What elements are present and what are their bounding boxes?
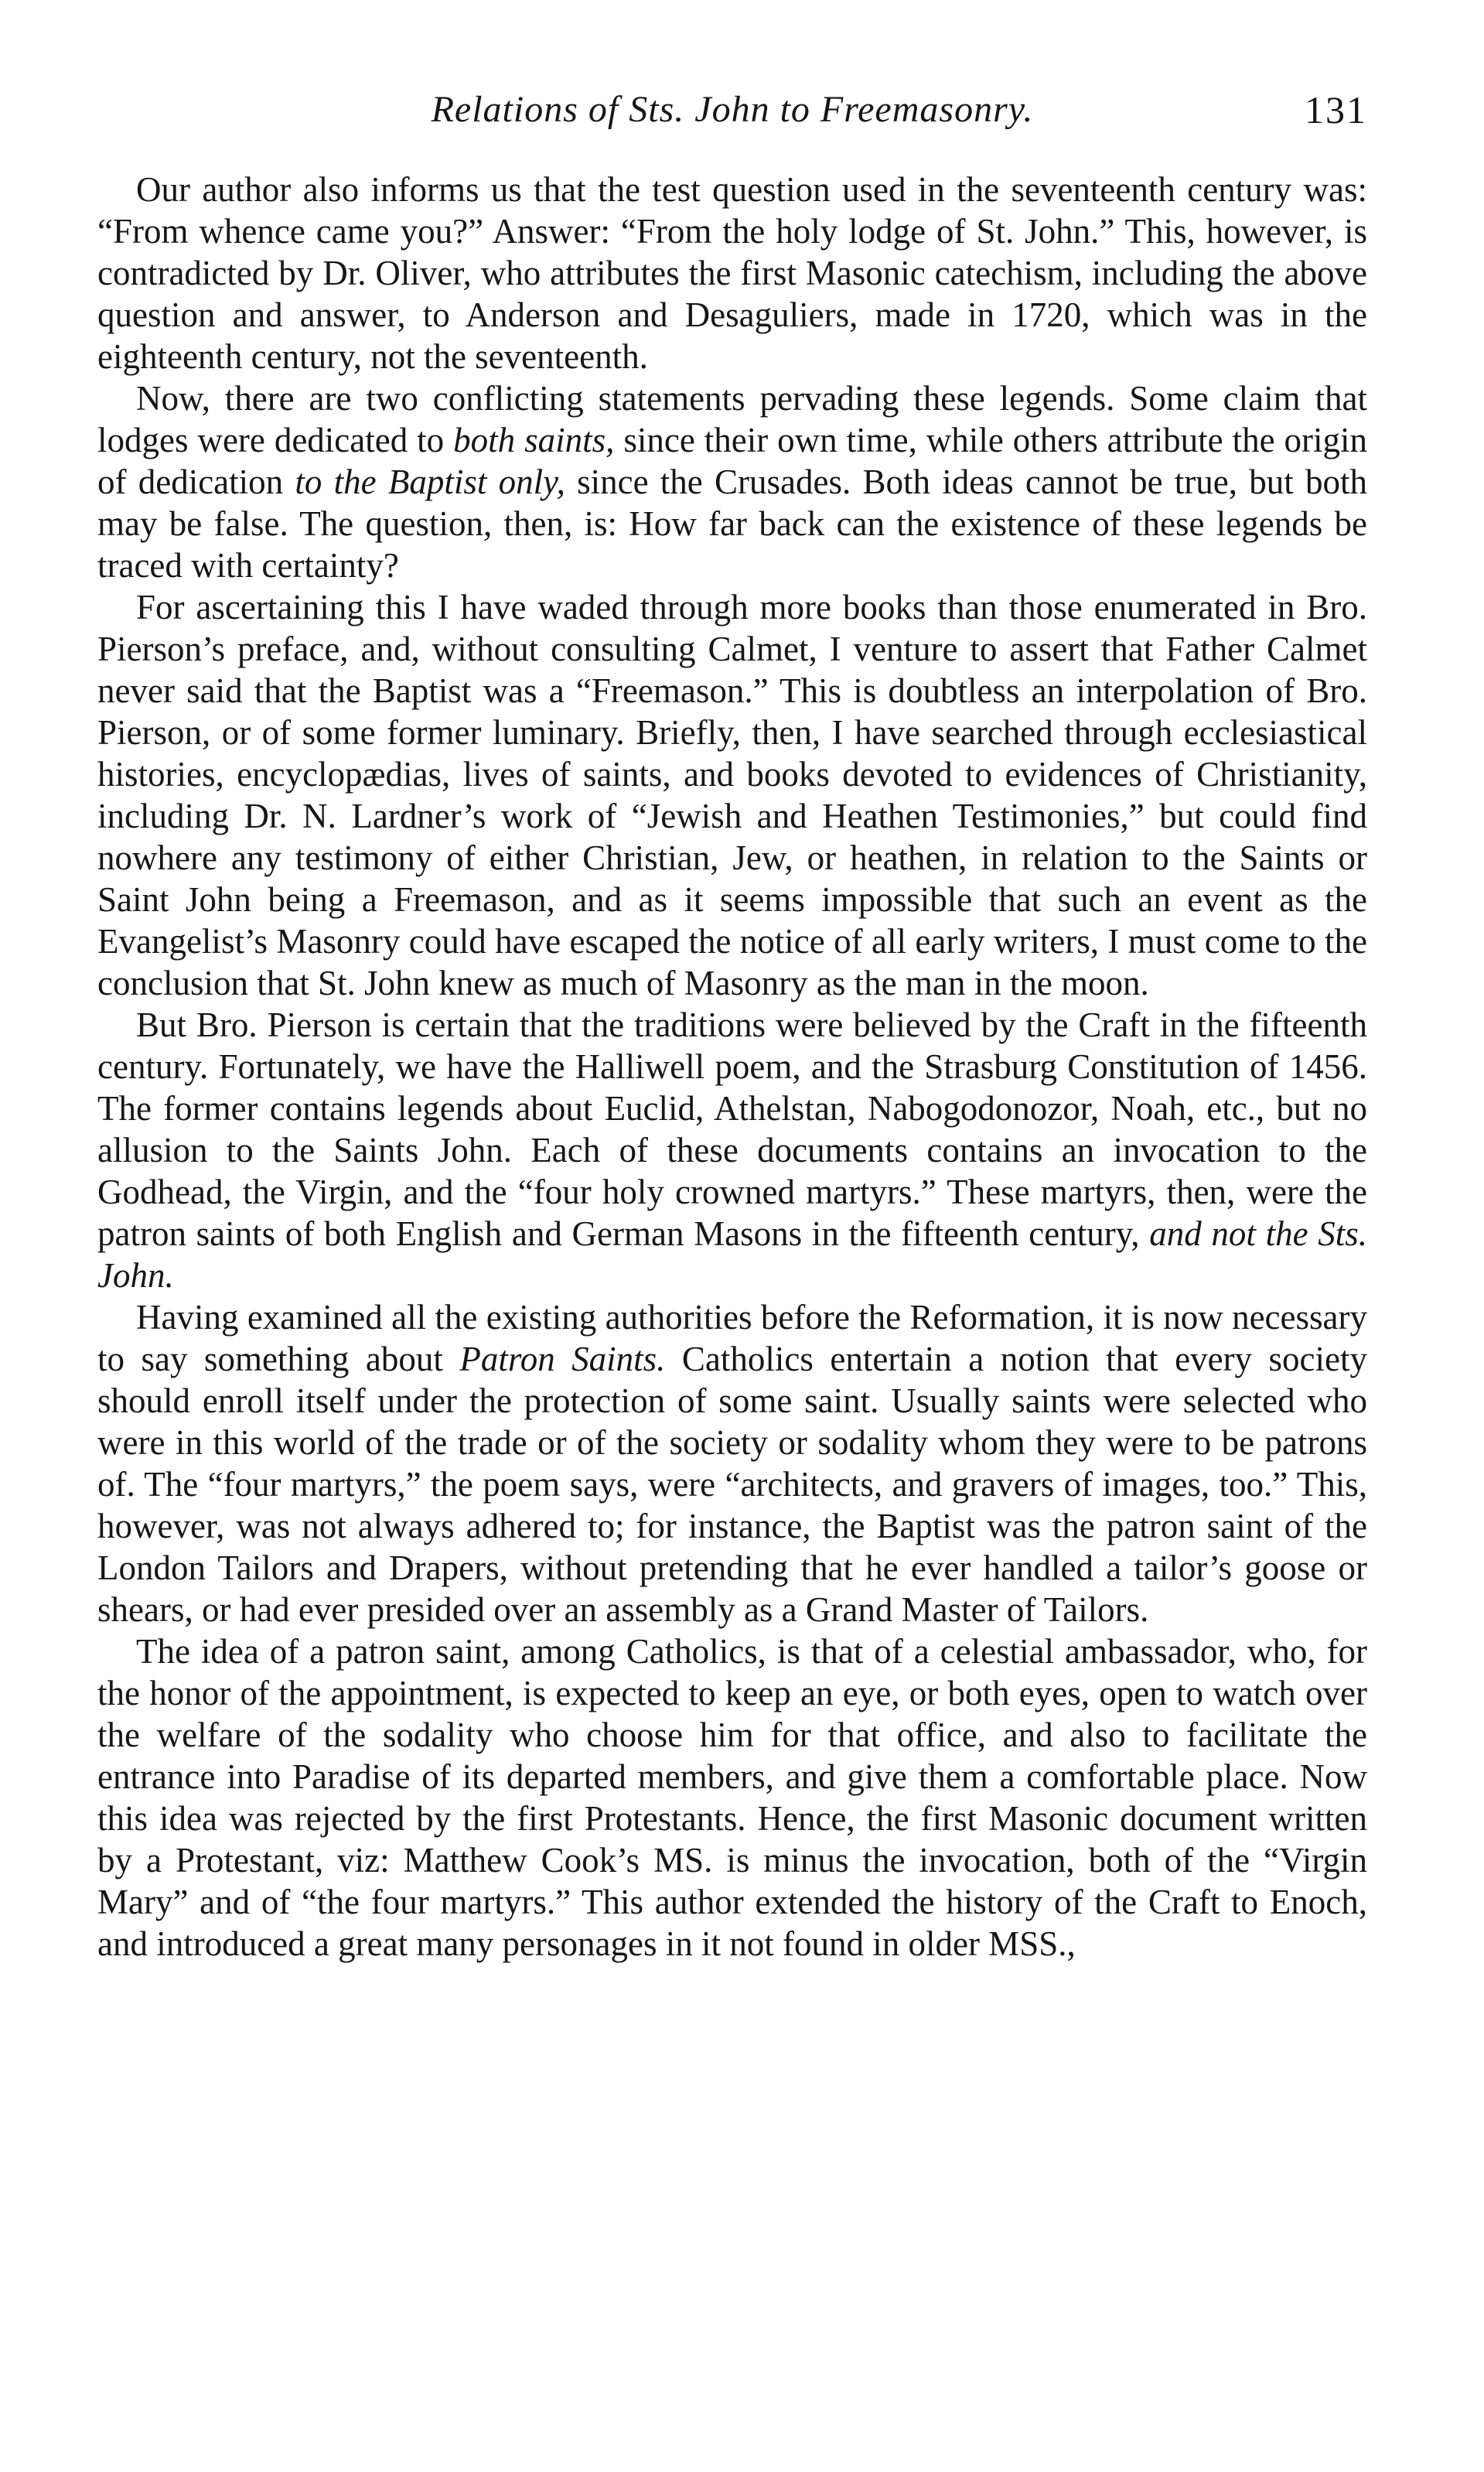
paragraph-2-part-c: since their own time, while others attribute the origin of dedication — [97, 421, 1367, 501]
paragraph-4-emphasis-not-sts-john: and not the Sts. John. — [97, 1214, 1367, 1295]
paragraph-6: The idea of a patron saint, among Catholics, is that of a celestial ambassador, who, for the honor of the appointment, is expected to keep an eye, or both eyes, open to watch over the welfare of the sodality who choose him for that office, and also to facilitate the entrance into Paradise of its departed members, and give them a comfortable place. Now this idea was rejected by the first Protestants. Hence, the first Masonic document written by a Protestant, viz: Matthew Cook’s MS. is minus the invocation, both of the “Virgin Mary” and of “the four martyrs.” This author extended the history of the Craft to Enoch, and introduced a great many personages in it not found in older MSS., — [97, 1632, 1367, 1963]
page-number: 131 — [1305, 88, 1367, 131]
paragraph-5-emphasis-patron-saints: Patron Saints. — [459, 1340, 666, 1378]
paragraph-5 — [97, 1296, 1367, 1630]
paragraph-4 — [97, 1004, 1367, 1296]
paragraph-3: For ascertaining this I have waded through more books than those enumerated in Bro. Pierson’s preface, and, without consulting Calmet, I venture to assert that Father Calmet never said that the Baptist was a “Freemason.” This is doubtless an interpolation of Bro. Pierson, or of some former luminary. Briefly, then, I have searched through ecclesiastical histories, encyclopædias, lives of saints, and books devoted to evidences of Christianity, including Dr. N. Lardner’s work of “Jewish and Heathen Testimonies,” but could find nowhere any testimony of either Christian, Jew, or heathen, in relation to the Saints or Saint John being a Freemason, and as it seems impossible that such an event as the Evangelist’s Masonry could have escaped the notice of all early writers, I must come to the conclusion that St. John knew as much of Masonry as the man in the moon. — [97, 588, 1367, 1002]
paragraph-2-part-a: Now, there are two conflicting statements pervading these legends. Some claim that lodges were dedicated to — [97, 379, 1367, 459]
running-title: Relations of Sts. John to Freemasonry. — [431, 89, 1034, 130]
body-text — [97, 169, 1367, 1965]
paragraph-4-part-a: But Bro. Pierson is certain that the traditions were believed by the Craft in the fifteenth century. Fortunately, we have the Halliwell poem, and the Strasburg Constitution of 1456. The former contains legends about Euclid, Athelstan, Nabogodonozor, Noah, etc., but no allusion to the Saints John. Each of these documents contains an invocation to the Godhead, the Virgin, and the “four holy crowned martyrs.” These martyrs, then, were the patron saints of both English and German Masons in the fifteenth century, — [97, 1006, 1367, 1253]
paragraph-5-part-a: Having examined all the existing authorities before the Reformation, it is now necessary to say something about — [97, 1298, 1367, 1378]
paragraph-1: Our author also informs us that the test question used in the seventeenth century was: “From whence came you?” Answer: “From the holy lodge of St. John.” This, however, is contradicted by Dr. Oliver, who attributes the first Masonic catechism, including the above question and answer, to Anderson and Desaguliers, made in 1720, which was in the eighteenth century, not the seventeenth. — [97, 170, 1367, 376]
paragraph-2-emphasis-both-saints: both saints, — [453, 421, 615, 459]
paragraph-5-part-c: Catholics entertain a notion that every society should enroll itself under the protection of some saint. Usually saints were selected who were in this world of the trade or of the society or sodality whom they were to be patrons of. The “four martyrs,” the poem says, were “architects, and gravers of images, too.” This, however, was not always adhered to; for instance, the Baptist was the patron saint of the London Tailors and Drapers, without pretending that he ever handled a tailor’s goose or shears, or had ever presided over an assembly as a Grand Master of Tailors. — [97, 1340, 1367, 1629]
running-head — [97, 87, 1367, 149]
paragraph-2 — [97, 377, 1367, 586]
paragraph-2-part-e: since the Crusades. Both ideas cannot be true, but both may be false. The question, then, is: How far back can the existence of these legends be traced with certainty? — [97, 463, 1367, 585]
paragraph-2-emphasis-baptist-only: to the Baptist only, — [295, 463, 565, 501]
